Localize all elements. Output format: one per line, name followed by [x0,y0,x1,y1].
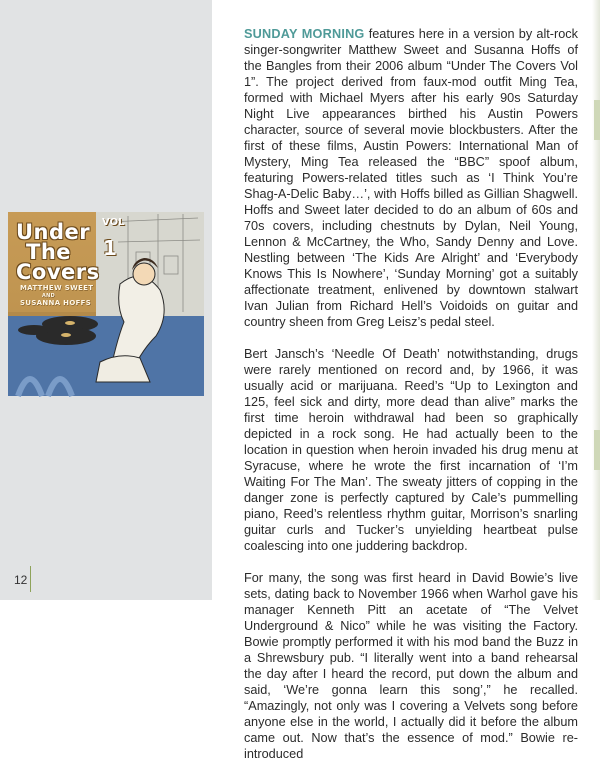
article-paragraph: For many, the song was first heard in David Bowie’s live sets, dating back to November 1966 when Warhol gave his manager Kenneth Pitt an acetate of “The Velvet Underground & Nico” while he was visiting the Factory. Bowie promptly performed it with his mod band the Buzz in a Shrewsbury pub. “I literally went into a band rehearsal the day after I heard the record, put down the album and said, ‘We’re gonna learn this song’,” he recalled. “Amazingly, not only was I covering a Velvets song before anyone else in the world, I actually did it before the album came out. Now that’s the essence of mod.” Bowie re-introduced [244,571,578,761]
cover-title-line: The [26,240,72,264]
article-paragraph [244,26,578,330]
cover-title-line: Covers [16,260,100,284]
cover-artists [20,284,110,308]
article-body [244,26,578,778]
cover-volume-label: VOL [102,217,125,228]
cover-artist: SUSANNA HOFFS [20,299,92,307]
article-paragraph: Bert Jansch’s ‘Needle Of Death’ notwithstanding, drugs were rarely mentioned on record and, by 1966, it was usually acid or marijuana. Reed’s “Up to Lexington and 125, feel sick and dirty, more dead than alive” marks the first time heroin withdrawal had been so graphically depicted in a rock song. He had actually been to the location in question when heroin invaded his drug menu at Syracuse, where he wrote the first incarnation of ‘I’m Waiting For The Man’. The sweaty jitters of copping in the danger zone is perfectly captured by Cale’s pummelling piano, Reed’s relentless rhythm guitar, Morrison’s snarling guitar curls and Tucker’s unyielding heartbeat pulse coalescing into one juddering backdrop. [244,347,578,553]
page-number: 12 [14,573,28,587]
song-title-heading: SUNDAY MORNING [244,27,365,41]
page-number-rule [30,566,31,592]
paragraph-text: features here in a version by alt-rock singer-songwriter Matthew Sweet and Susanna Hoffs of the Bangles from their 2006 album “Under The Covers Vol 1”. The project derived from faux-mod outfit Ming Tea, formed with Michael Myers after his early 90s Saturday Night Live appearances birthed his Austin Powers character, source of several movie blockbusters. After the first of these films, Austin Powers: International Man of Mystery, Ming Tea released the “BBC” spoof album, featuring Powers-related titles such as ‘I Think You’re Shag-A-Delic Baby…’, with Hoffs billed as Gillian Shagwell. Hoffs and Sweet later decided to do an album of 60s and 70s covers, including chestnuts by Dylan, Neil Young, Lennon & McCartney, the Who, Sandy Denny and Love. Nestling between ‘The Kids Are Alright’ and ‘Everybody Knows This Is Nowhere’, ‘Sunday Morning’ got a suitably affectionate treatment, enlivened by downtown stalwart Ivan Julian from Richard Hell’s Voidoids on guitar and country sheen from Greg Leisz’s pedal steel. [244,27,578,329]
album-cover-image [8,212,204,396]
cover-title-line: Under [16,220,91,244]
edge-tab-mark [594,430,600,470]
edge-tab-mark [594,100,600,140]
cover-artist: MATTHEW SWEET [20,284,94,292]
page-edge [592,0,600,600]
cover-artist-join: AND [42,293,56,299]
cover-volume-number: 1 [103,236,117,260]
